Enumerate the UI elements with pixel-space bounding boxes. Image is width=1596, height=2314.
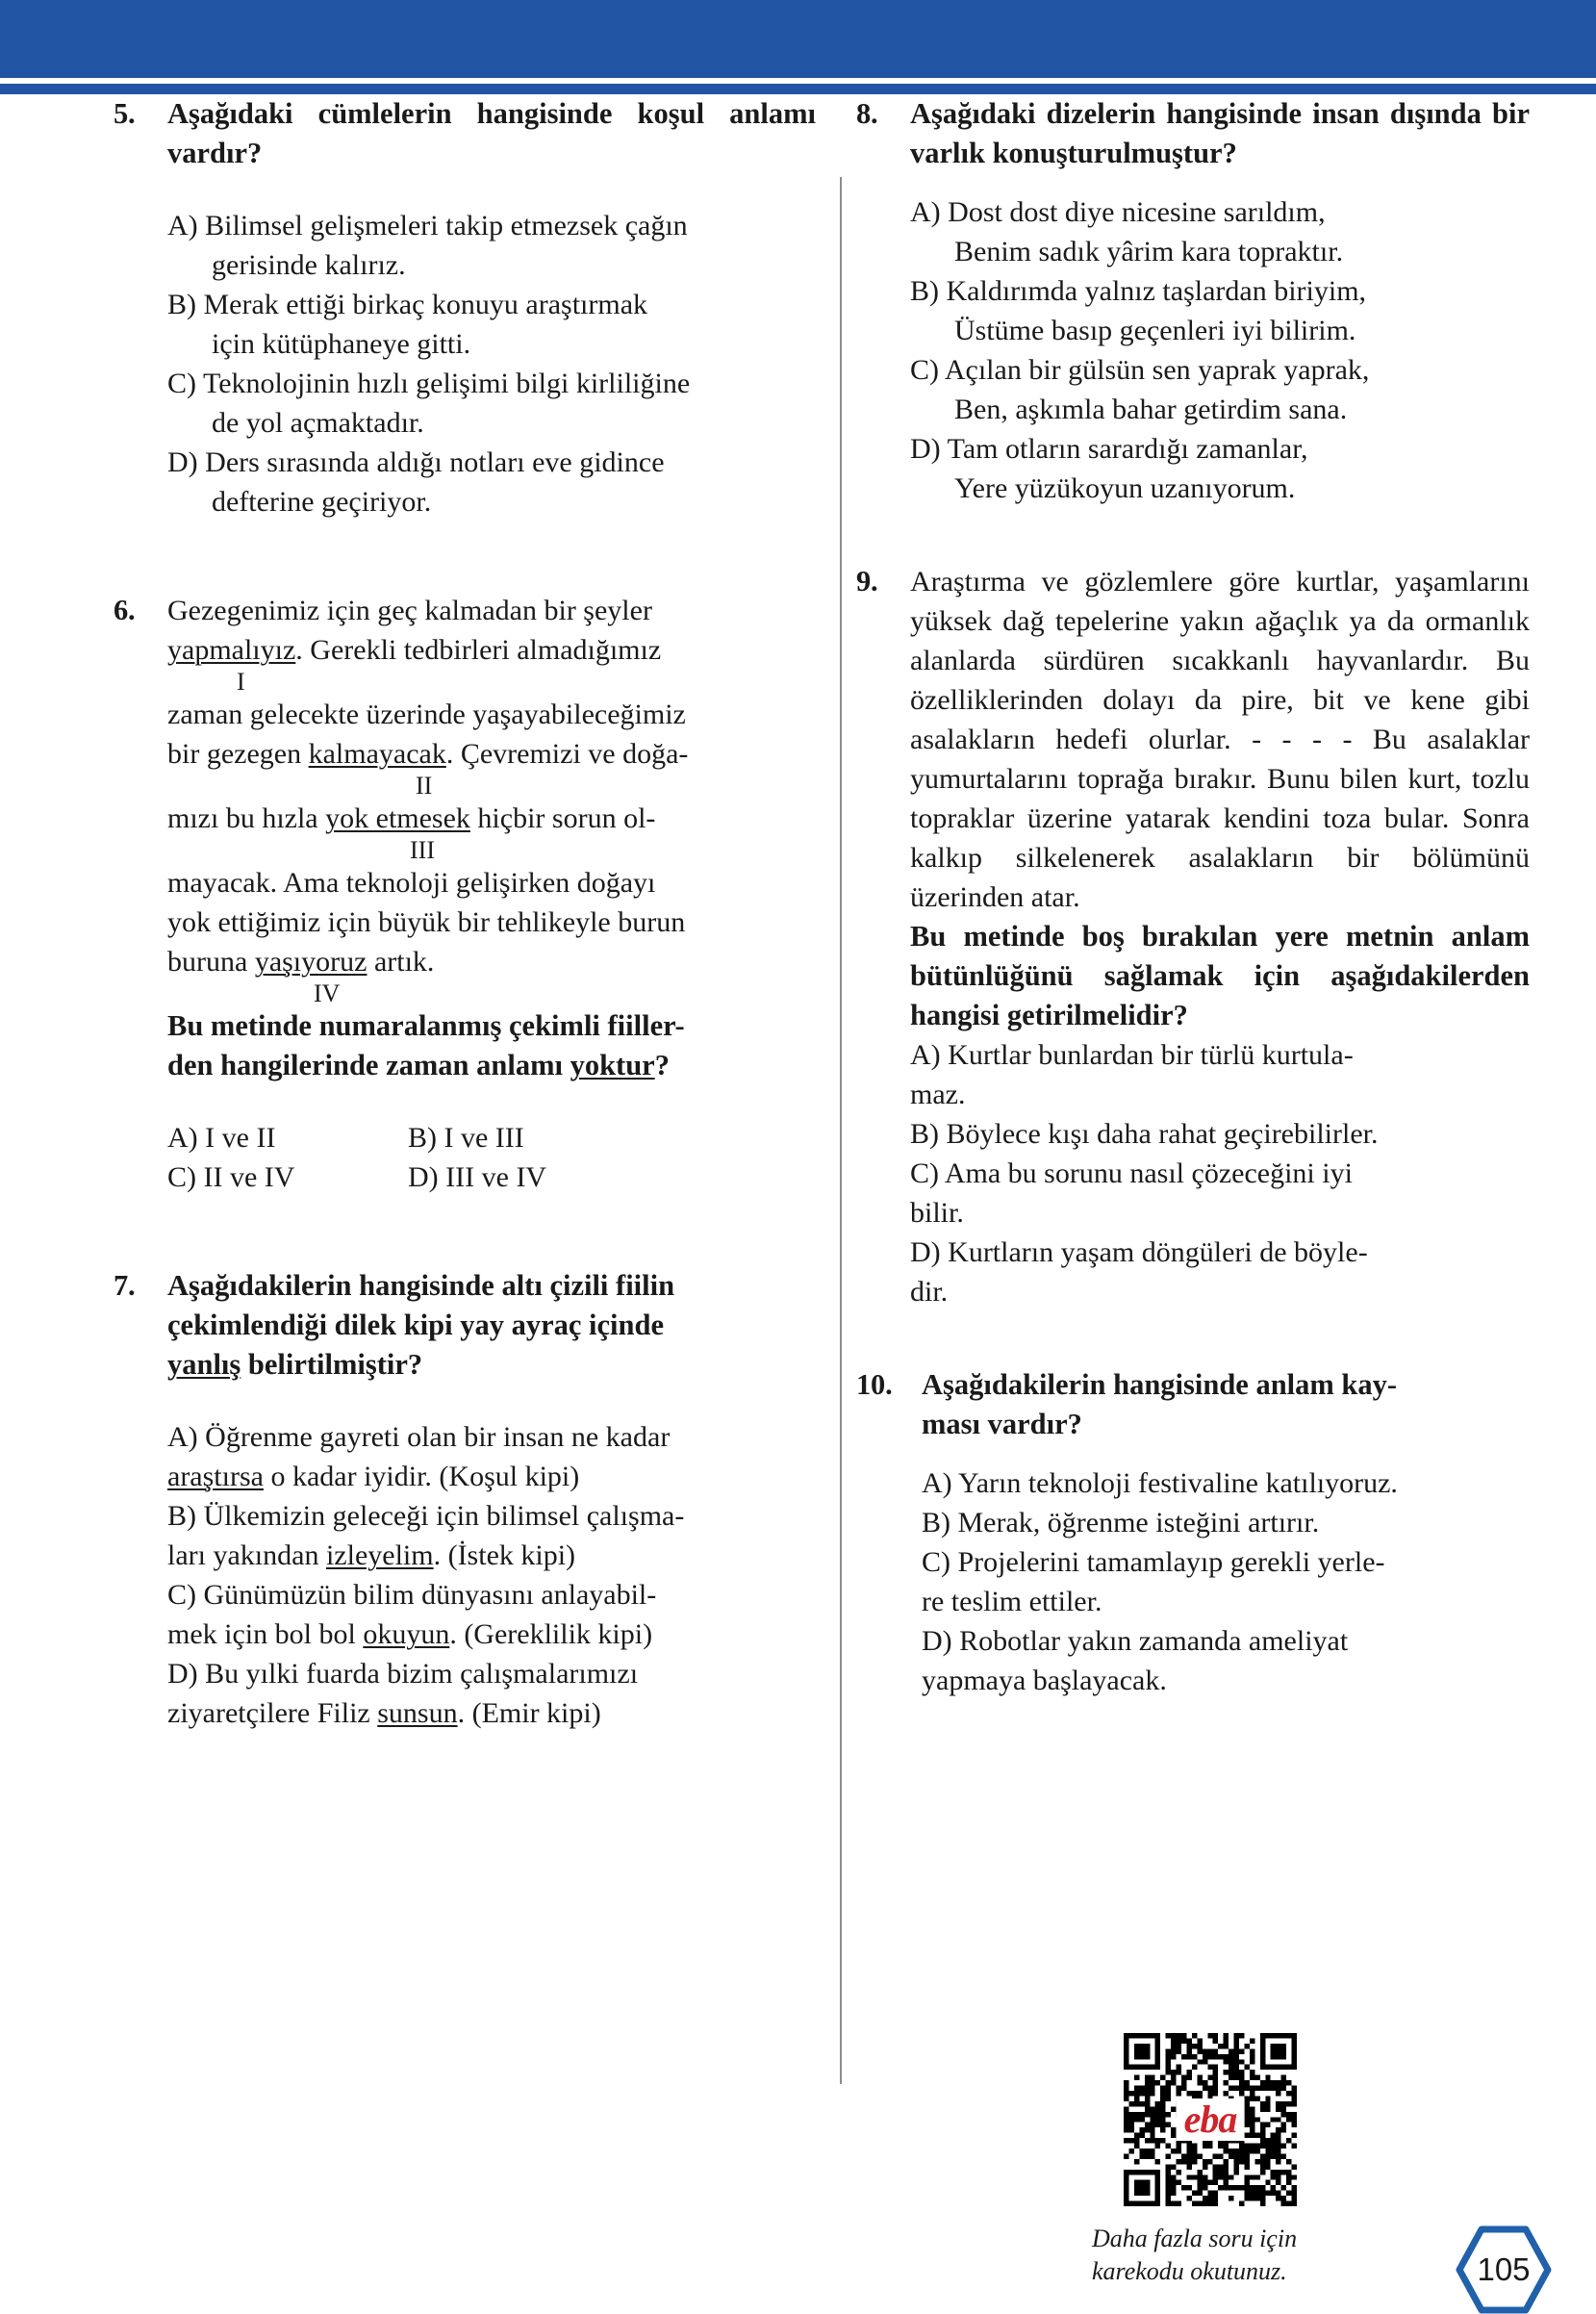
option-d[interactable] — [922, 1621, 1530, 1661]
option-d-line1: Robotlar yakın zamanda ameliyat — [959, 1625, 1349, 1657]
question-7-body — [167, 1266, 816, 1733]
option-d-text: III ve IV — [445, 1161, 547, 1193]
question-9-body — [910, 562, 1530, 1311]
option-a-line1: Bilimsel gelişmeleri takip etmezsek çağın — [205, 210, 688, 242]
underlined-verb-1: yapmalıyız — [167, 634, 296, 666]
option-c-line2: de yol açmaktadır. — [212, 407, 424, 439]
question-6-passage-4 — [167, 863, 816, 981]
option-b-label: B) — [167, 289, 196, 320]
option-c[interactable] — [910, 350, 1530, 390]
option-c-line1: Ama bu sorunu nasıl çözeceğini iyi — [944, 1157, 1353, 1189]
right-column — [856, 94, 1530, 1700]
option-d-underline: sunsun — [377, 1697, 458, 1729]
question-7 — [114, 1266, 816, 1733]
option-a[interactable] — [167, 1417, 816, 1457]
option-d-line2: defterine geçiriyor. — [212, 486, 432, 518]
option-d-label: D) — [910, 433, 941, 465]
question-9-passage: Araştırma ve gözlemlere göre kurtlar, yaşamlarını yüksek dağ tepelerine yakın ağaçlık ya da ormanlık alanlarda sürdüren sıcakkanlı hayvanlardır. Bu özelliklerinden dolayı da pire, bit ve kene gibi asalakların hedefi olurlar. - - - - Bu asalaklar yumurtalarını toprağa bırakır. Bunu bilen kurt, tozlu topraklar üzerine yatarak kendini toza bular. Sonra kalkıp silkelenerek asalakların bir bölümünü üzerinden atar. — [910, 566, 1530, 913]
qr-caption-line1: Daha fazla soru için — [1092, 2225, 1298, 2252]
option-b-label: B) — [910, 1118, 939, 1150]
option-d[interactable] — [910, 429, 1530, 469]
question-6-passage-3 — [167, 799, 816, 838]
spacer — [114, 1197, 816, 1266]
question-6-passage-2 — [167, 695, 816, 774]
question-8 — [856, 94, 1530, 508]
option-c-underline: okuyun — [363, 1618, 450, 1650]
question-7-stem-line2: çekimlendiği dilek kipi yay ayraç içinde — [167, 1309, 664, 1341]
option-d-line2 — [167, 1693, 816, 1733]
passage-line-4a: bir gezegen — [167, 738, 309, 770]
option-a-line2: Benim sadık yârim kara topraktır. — [954, 236, 1344, 267]
question-9-stem: Bu metinde boş bırakılan yere metnin anlam bütünlüğünü sağlamak için aşağıdakilerden hangisi getirilmelidir? — [910, 920, 1530, 1031]
option-d-line1: Kurtların yaşam döngüleri de böyle- — [948, 1236, 1368, 1268]
qr-code[interactable] — [1124, 2033, 1297, 2206]
question-6-number: 6. — [114, 594, 136, 626]
option-b-label: B) — [922, 1507, 950, 1538]
option-d-line2: Yere yüzükoyun uzanıyorum. — [954, 472, 1296, 504]
spacer — [922, 1444, 1530, 1463]
passage-line-8a: buruna — [167, 946, 255, 978]
question-6-stem-line2b: ? — [654, 1049, 670, 1081]
question-7-stem — [167, 1266, 816, 1385]
option-c-line2 — [167, 1615, 816, 1654]
option-b[interactable] — [922, 1503, 1530, 1542]
question-10-body — [922, 1365, 1530, 1700]
question-10-number: 10. — [856, 1368, 893, 1401]
question-5-options — [167, 206, 816, 521]
option-b-line2-head: ları yakından — [167, 1539, 326, 1571]
option-c[interactable] — [910, 1154, 1530, 1193]
option-b-label: B) — [408, 1122, 437, 1154]
option-c[interactable] — [167, 1575, 816, 1615]
roman-numeral-2: II — [416, 772, 433, 800]
question-6-stem-line2a: den hangilerinde zaman anlamı — [167, 1049, 570, 1081]
option-c-label: C) — [167, 1161, 196, 1193]
option-d-line2: dir. — [910, 1276, 949, 1308]
question-6-passage — [167, 591, 816, 670]
passage-line-6: mayacak. Ama teknoloji gelişirken doğayı — [167, 867, 656, 899]
header-band-primary — [0, 0, 1596, 78]
option-a-line2: gerisinde kalırız. — [212, 249, 406, 281]
option-c[interactable] — [167, 364, 816, 403]
option-c[interactable] — [922, 1542, 1530, 1582]
option-b[interactable] — [910, 271, 1530, 311]
spacer — [167, 1085, 816, 1118]
question-6-body — [167, 591, 816, 1197]
option-c-line1: Teknolojinin hızlı gelişimi bilgi kirliliğine — [202, 368, 691, 399]
option-b-line1: Kaldırımda yalnız taşlardan biriyim, — [946, 275, 1367, 307]
option-c-text: II ve IV — [203, 1161, 295, 1193]
option-c-label: C) — [167, 368, 196, 399]
option-c-label: C) — [910, 354, 939, 386]
option-c-line1: Açılan bir gülsün sen yaprak yaprak, — [944, 354, 1370, 386]
question-9-options — [910, 1035, 1530, 1311]
spacer — [856, 508, 1530, 562]
option-d-line2: yapmaya başlayacak. — [922, 1665, 1167, 1696]
question-10-stem — [922, 1365, 1530, 1444]
option-d-line2-tail: . (Emir kipi) — [457, 1697, 601, 1729]
option-a-label: A) — [922, 1467, 952, 1499]
spacer — [856, 1311, 1530, 1365]
page-body — [0, 94, 1596, 2287]
option-b-line2 — [167, 1536, 816, 1575]
option-d-line1: Ders sırasında aldığı notları eve gidince — [205, 446, 665, 478]
roman-numeral-1: I — [237, 668, 245, 696]
option-a[interactable] — [922, 1463, 1530, 1503]
option-b[interactable] — [167, 1496, 816, 1536]
option-a-label: A) — [167, 210, 198, 242]
option-d[interactable] — [408, 1157, 816, 1197]
option-b-line2: için kütüphaneye gitti. — [212, 328, 471, 360]
qr-caption-line2: karekodu okutunuz. — [1092, 2257, 1287, 2285]
question-7-number: 7. — [114, 1269, 136, 1302]
option-c-label: C) — [910, 1157, 939, 1189]
question-5-number: 5. — [114, 97, 136, 130]
option-c-line2-tail: . (Gereklilik kipi) — [449, 1618, 653, 1650]
question-7-stem-underline: yanlış — [167, 1348, 241, 1381]
question-8-stem: Aşağıdaki dizelerin hangisinde insan dışında bir varlık konuşturulmuştur? — [910, 97, 1530, 169]
question-7-stem-line3b: belirtilmiştir? — [241, 1348, 423, 1381]
option-d[interactable] — [167, 1654, 816, 1693]
passage-line-4b: . Çevremizi ve doğa- — [445, 738, 689, 770]
option-c-line1: Günümüzün bilim dünyasını anlayabil- — [203, 1579, 657, 1611]
question-5-body — [167, 94, 816, 521]
option-b-line1: Böylece kışı daha rahat geçirebilirler. — [946, 1118, 1379, 1150]
option-a-line1: Dost dost diye nicesine sarıldım, — [948, 196, 1326, 228]
header-band-secondary — [0, 84, 1596, 94]
option-a[interactable] — [167, 206, 816, 245]
question-10-options — [922, 1463, 1530, 1700]
question-6-stem-underline: yoktur — [570, 1049, 655, 1081]
option-d-label: D) — [922, 1625, 952, 1657]
option-c-line2: bilir. — [910, 1197, 964, 1229]
option-b-line1: Ülkemizin geleceği için bilimsel çalışma- — [203, 1500, 685, 1532]
option-d-line1: Tam otların sarardığı zamanlar, — [947, 433, 1308, 465]
option-b-text: I ve III — [443, 1122, 524, 1154]
option-c-line2-head: mek için bol bol — [167, 1618, 364, 1650]
question-5 — [114, 94, 816, 521]
question-10-stem-line1: Aşağıdakilerin hangisinde anlam kay- — [922, 1368, 1398, 1401]
option-c-label: C) — [922, 1546, 950, 1578]
spacer — [167, 173, 816, 206]
option-b-line2-tail: . (İstek kipi) — [433, 1539, 576, 1571]
question-7-stem-line1: Aşağıdakilerin hangisinde altı çizili fiilin — [167, 1269, 675, 1302]
option-b-label: B) — [910, 275, 939, 307]
question-8-options — [910, 192, 1530, 508]
option-a-line1: Öğrenme gayreti olan bir insan ne kadar — [205, 1421, 671, 1453]
question-7-options — [167, 1417, 816, 1733]
question-6-stem-line1: Bu metinde numaralanmış çekimli fiiller- — [167, 1009, 685, 1042]
roman-marker-row-2 — [167, 774, 816, 799]
option-a-label: A) — [167, 1421, 198, 1453]
option-b-line2: Üstüme basıp geçenleri iyi bilirim. — [954, 315, 1356, 346]
option-a[interactable] — [910, 192, 1530, 232]
option-d[interactable] — [910, 1233, 1530, 1272]
passage-line-3: zaman gelecekte üzerinde yaşayabileceğimiz — [167, 699, 686, 730]
passage-line-2b: . Gerekli tedbirleri almadığımız — [295, 634, 662, 666]
roman-marker-row-1 — [167, 670, 816, 695]
underlined-verb-3: yok etmesek — [325, 802, 470, 834]
page-number-badge — [1456, 2225, 1552, 2314]
option-d-line2-head: ziyaretçilere Filiz — [167, 1697, 378, 1729]
roman-numeral-3: III — [410, 836, 435, 864]
option-c-label: C) — [167, 1579, 196, 1611]
question-5-stem: Aşağıdaki cümlelerin hangisinde koşul anlamı vardır? — [167, 97, 816, 169]
spacer — [910, 173, 1530, 192]
roman-marker-row-3 — [167, 838, 816, 863]
question-9 — [856, 562, 1530, 1311]
option-c-line1: Projelerini tamamlayıp gerekli yerle- — [957, 1546, 1385, 1578]
option-a[interactable] — [910, 1035, 1530, 1075]
roman-marker-row-4 — [167, 981, 816, 1006]
option-a-line2: maz. — [910, 1079, 966, 1110]
page-number-text: 105 — [1477, 2251, 1531, 2287]
column-divider — [840, 177, 842, 2084]
option-d[interactable] — [167, 443, 816, 482]
option-b-underline: izleyelim — [325, 1539, 434, 1571]
roman-numeral-4: IV — [314, 979, 341, 1007]
option-a-line2 — [167, 1457, 816, 1496]
option-b[interactable] — [408, 1118, 816, 1157]
qr-caption — [1092, 2223, 1419, 2288]
question-6-stem — [167, 1006, 816, 1085]
option-a-label: A) — [167, 1122, 198, 1154]
option-d-label: D) — [167, 446, 198, 478]
passage-line-1: Gezegenimiz için geç kalmadan bir şeyler — [167, 595, 652, 626]
option-a-underline: araştırsa — [167, 1461, 264, 1492]
passage-line-7: yok ettiğimiz için büyük bir tehlikeyle burun — [167, 906, 686, 938]
option-b-label: B) — [167, 1500, 196, 1532]
option-c-line2: re teslim ettiler. — [922, 1586, 1102, 1617]
option-d-label: D) — [167, 1658, 198, 1690]
question-8-body — [910, 94, 1530, 508]
spacer — [167, 1385, 816, 1417]
option-b[interactable] — [167, 285, 816, 324]
option-a-line2-tail: o kadar iyidir. (Koşul kipi) — [263, 1461, 580, 1492]
passage-line-8b: artık. — [367, 946, 435, 978]
option-d-label: D) — [408, 1161, 439, 1193]
option-b[interactable] — [910, 1114, 1530, 1154]
question-10-stem-line2: ması vardır? — [922, 1408, 1082, 1440]
option-a-text: I ve II — [205, 1122, 276, 1154]
option-c[interactable] — [167, 1157, 408, 1197]
option-a-line1: Kurtlar bunlardan bir türlü kurtula- — [948, 1039, 1354, 1071]
question-6-options — [167, 1118, 816, 1197]
passage-line-5b: hiçbir sorun ol- — [469, 802, 656, 834]
option-a-label: A) — [910, 1039, 941, 1071]
question-6 — [114, 591, 816, 1197]
left-column — [114, 94, 816, 1733]
option-a[interactable] — [167, 1118, 408, 1157]
option-b-line1: Merak ettiği birkaç konuyu araştırmak — [203, 289, 648, 320]
underlined-verb-4: yaşıyoruz — [254, 946, 367, 978]
option-a-label: A) — [910, 196, 941, 228]
passage-line-5a: mızı bu hızla — [167, 802, 326, 834]
option-d-label: D) — [910, 1236, 941, 1268]
spacer — [114, 521, 816, 591]
underlined-verb-2: kalmayacak — [308, 738, 446, 770]
option-d-line1: Bu yılki fuarda bizim çalışmalarımızı — [205, 1658, 639, 1690]
option-a-line1: Yarın teknoloji festivaline katılıyoruz. — [958, 1467, 1398, 1499]
eba-logo: eba — [1177, 2098, 1245, 2141]
question-10 — [856, 1365, 1530, 1700]
option-c-line2: Ben, aşkımla bahar getirdim sana. — [954, 394, 1348, 425]
option-b-line1: Merak, öğrenme isteğini artırır. — [957, 1507, 1320, 1538]
question-8-number: 8. — [856, 97, 878, 130]
question-9-number: 9. — [856, 565, 878, 598]
